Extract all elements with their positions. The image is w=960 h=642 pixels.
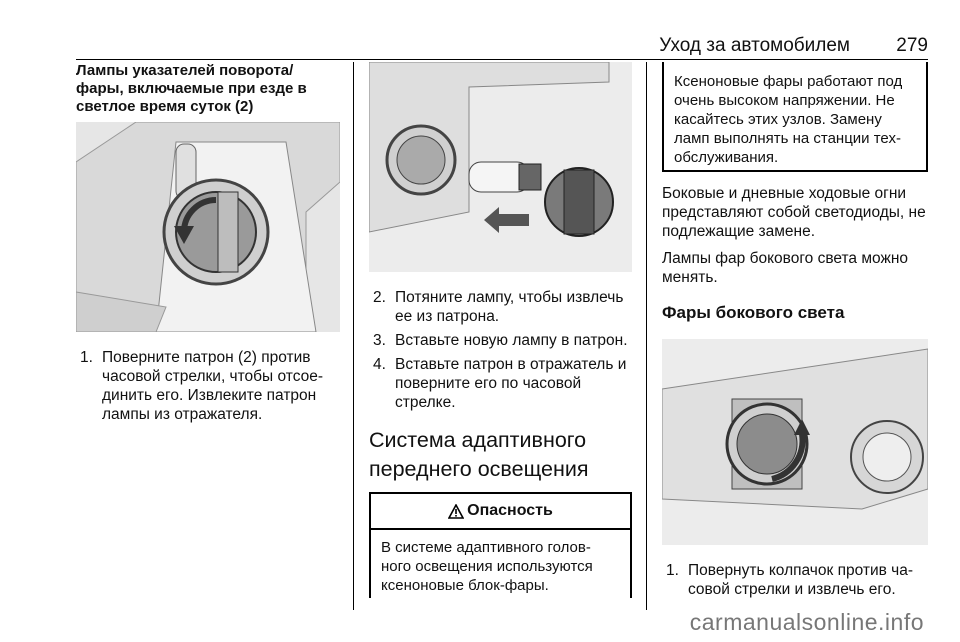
column-3 xyxy=(662,62,928,604)
warning-continued-text: Ксеноновые фары работают под очень высоком напряжении. Не касайтесь этих узлов. Замену ламп выполнять на станции тех-обслуживания. xyxy=(674,73,903,166)
paragraph-side-lights: Боковые и дневные ходовые огни представляют собой светодиоды, не подлежащие замене. xyxy=(662,185,926,240)
warning-box-continued xyxy=(662,62,928,172)
steps-list-col1 xyxy=(76,348,340,424)
warning-text: В системе адаптивного голов-ного освещения используются ксеноновые блок-фары. xyxy=(381,539,593,594)
list-item: 1. Поверните патрон (2) против часовой стрелки, чтобы отсое-динить его. Извлеките патрон лампы из отражателя. xyxy=(80,349,324,423)
column-1 xyxy=(76,62,340,429)
page-number: 279 xyxy=(896,35,928,56)
figure-headlamp-socket xyxy=(76,122,340,332)
list-item: 2. Потяните лампу, чтобы извлечь ее из патрона. xyxy=(373,289,624,325)
steps-list-col2 xyxy=(369,288,632,412)
steps-list-col3 xyxy=(662,561,928,599)
header-rule xyxy=(76,59,928,60)
header-title: Уход за автомобилем xyxy=(659,35,850,56)
column-divider-1 xyxy=(353,62,354,610)
section-title-adaptive-lighting: Система адаптивного переднего освещения xyxy=(369,428,589,481)
list-item: 3. Вставьте новую лампу в патрон. xyxy=(373,332,628,349)
list-item: 4. Вставьте патрон в отражатель и поверните его по часовой стрелке. xyxy=(373,356,627,411)
warning-triangle-icon xyxy=(448,504,464,519)
list-item: 1. Повернуть колпачок против ча-совой стрелки и извлечь его. xyxy=(666,562,914,598)
subheading-side-lamps: Фары бокового света xyxy=(662,303,845,322)
warning-header xyxy=(371,494,630,530)
watermark: carmanualsonline.info xyxy=(689,609,924,635)
warning-title: Опасность xyxy=(467,502,553,519)
section-heading-turn-signal: Лампы указателей поворота/фары, включаемые при езде в светлое время суток (2) xyxy=(76,62,307,115)
column-2 xyxy=(369,62,632,598)
warning-box xyxy=(369,492,632,598)
figure-bulb-removal xyxy=(369,62,632,272)
column-divider-2 xyxy=(646,62,647,610)
paragraph-replaceable: Лампы фар бокового света можно менять. xyxy=(662,250,909,286)
figure-side-lamp-cover xyxy=(662,339,928,545)
running-header xyxy=(76,35,928,56)
